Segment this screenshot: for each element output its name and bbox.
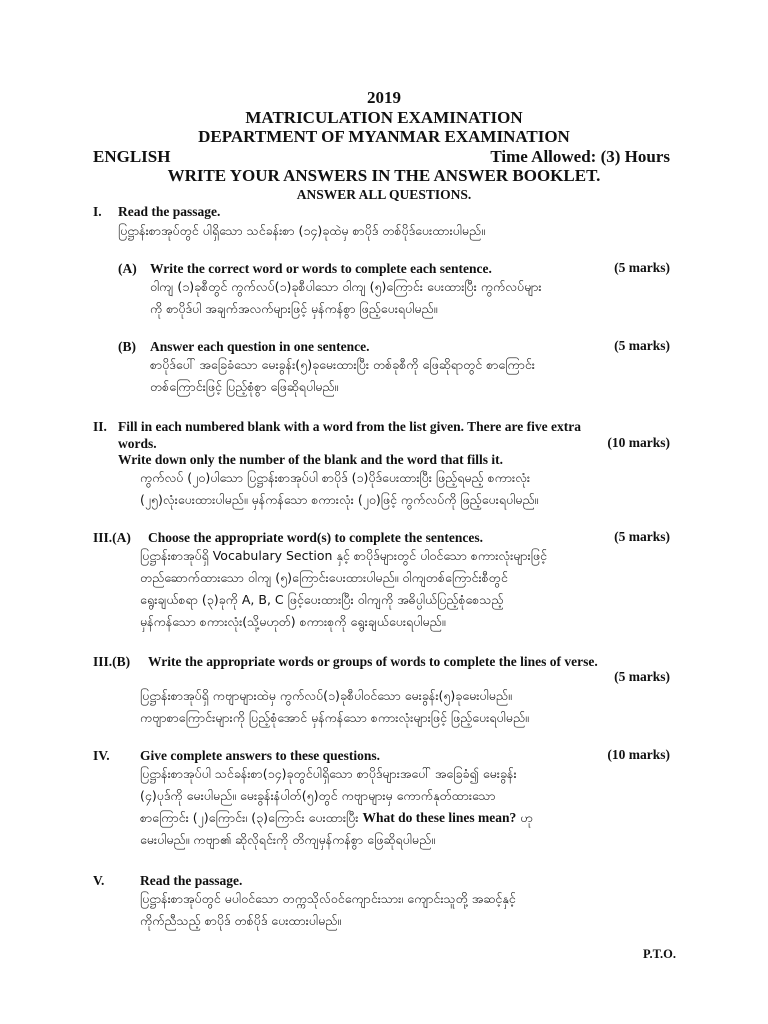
q2-title-line1: Fill in each numbered blank with a word from the list given. There are five extra [118, 419, 581, 434]
q1a-label: (A) [118, 261, 137, 276]
q1b-label: (B) [118, 339, 136, 354]
q4-number: IV. [93, 748, 110, 763]
q3a-myanmar-line2: တည်ဆောက်ထားသော ဝါကျ (၅)ကြောင်းပေးထားပါမည်။ ဝါကျတစ်ကြောင်းစီတွင် [140, 570, 508, 585]
q4-myanmar-line4: မေးပါမည်။ ကဗျာ၏ ဆိုလိုရင်းကို တိကျမှန်ကန်စွာ ဖြေဆိုရပါမည်။ [140, 832, 435, 847]
q3a-number: III.(A) [93, 530, 131, 545]
q3a-myanmar-line3: ရွေးချယ်စရာ (၃)ခုကို A, B, C ဖြင့်ပေးထားပြီး ဝါကျကို အဓိပ္ပါယ်ပြည့်စုံစေသည့် [140, 592, 504, 607]
q4-myanmar-line3 [140, 807, 673, 829]
q5-title: Read the passage. [140, 873, 243, 888]
q5-number: V. [93, 873, 105, 888]
q4-english-question: What do these lines mean? [362, 810, 517, 825]
q4-myanmar-line1: ပြဋ္ဌာန်းစာအုပ်ပါ သင်ခန်းစာ(၁၄)ခုတွင်ပါရှိသော စာပိုဒ်များအပေါ် အခြေခံ၍ မေးခွန်း [140, 766, 517, 781]
q5-myanmar-line2: ကိုက်ညီသည့် စာပိုဒ် တစ်ပိုဒ် ပေးထားပါမည်။ [140, 913, 342, 928]
q1b-myanmar-line1: စာပိုဒ်ပေါ် အခြေခံသော မေးခွန်း(၅)ခုမေးထားပြီး တစ်ခုစီကို ဖြေဆိုရာတွင် စာကြောင်း [150, 357, 535, 372]
q3b-marks: (5 marks) [614, 669, 670, 684]
time-allowed: Time Allowed: (3) Hours [490, 147, 670, 166]
q3b-number: III.(B) [93, 654, 131, 669]
q1a-myanmar-line1: ဝါကျ (၁)ခုစီတွင် ကွက်လပ်(၁)ခုစီပါသော ဝါကျ (၅)ကြောင်း ပေးထားပြီး ကွက်လပ်များ [150, 279, 542, 294]
q1b-myanmar-line2: တစ်ကြောင်းဖြင့် ပြည့်စုံစွာ ဖြေဆိုရပါမည်။ [150, 379, 339, 394]
q4-title: Give complete answers to these questions. [140, 748, 380, 763]
please-turn-over: P.T.O. [643, 947, 676, 961]
q1a-title: Write the correct word or words to complete each sentence. [150, 261, 492, 276]
q3a-myanmar-line1: ပြဋ္ဌာန်းစာအုပ်ရှိ Vocabulary Section နှင့် စာပိုဒ်များတွင် ပါဝင်သော စကားလုံးများဖြင့် [140, 548, 547, 563]
q3a-myanmar-line4: မှန်ကန်သော စကားလုံး(သို့မဟုတ်) စကားစုကို ရွေးချယ်ပေးရပါမည်။ [140, 614, 446, 629]
q3b-myanmar-line2: ကဗျာစာကြောင်းများကို ပြည့်စုံအောင် မှန်ကန်သော စကားလုံးများဖြင့် ဖြည့်ပေးရပါမည်။ [140, 710, 529, 725]
department-title: DEPARTMENT OF MYANMAR EXAMINATION [198, 127, 570, 146]
q2-title-line3: Write down only the number of the blank and the word that fills it. [118, 452, 504, 467]
exam-year: 2019 [367, 88, 401, 107]
subject-label: ENGLISH [93, 147, 171, 166]
q3b-myanmar-line1: ပြဋ္ဌာန်းစာအုပ်ရှိ ကဗျာများထဲမှ ကွက်လပ်(၁)ခုစီပါဝင်သော မေးခွန်း(၅)ခုမေးပါမည်။ [140, 688, 512, 703]
exam-title: MATRICULATION EXAMINATION [245, 108, 523, 127]
q4-line3-suffix: ဟု [520, 810, 533, 825]
q2-number: II. [93, 419, 107, 434]
q2-myanmar-line1: ကွက်လပ် (၂၀)ပါသော ပြဋ္ဌာန်းစာအုပ်ပါ စာပိုဒ် (၁)ပိုဒ်ပေးထားပြီး ဖြည့်ရမည့် စကားလုံး [140, 470, 531, 485]
q4-myanmar-line2: (၄)ပုဒ်ကို မေးပါမည်။ မေးခွန်းနံပါတ်(၅)တွင် ကဗျာများမှ ကောက်နုတ်ထားသော [140, 788, 496, 803]
q2-myanmar-line2: (၂၅)လုံးပေးထားပါမည်။ မှန်ကန်သော စကားလုံး (၂၀)ဖြင့် ကွက်လပ်ကို ဖြည့်ပေးရပါမည်။ [140, 492, 539, 507]
q5-myanmar-line1: ပြဋ္ဌာန်းစာအုပ်တွင် မပါဝင်သော တက္ကသိုလ်ဝင်ကျောင်းသား၊ ကျောင်းသူတို့ အဆင့်နှင့် [140, 891, 516, 906]
q4-line3-text: စာကြောင်း (၂)ကြောင်း၊ (၃)ကြောင်း ပေးထားပြီး [140, 810, 359, 825]
q3a-marks: (5 marks) [614, 529, 670, 544]
q2-title-line2: words. [118, 436, 157, 451]
answer-booklet-instruction: WRITE YOUR ANSWERS IN THE ANSWER BOOKLET. [167, 166, 601, 185]
q1b-marks: (5 marks) [614, 338, 670, 353]
q1-myanmar-text: ပြဋ္ဌာန်းစာအုပ်တွင် ပါရှိသော သင်ခန်းစာ (၁၄)ခုထဲမှ စာပိုဒ် တစ်ပိုဒ်ပေးထားပါမည်။ [118, 223, 485, 238]
q3b-title: Write the appropriate words or groups of words to complete the lines of verse. [148, 654, 598, 669]
q1b-title: Answer each question in one sentence. [150, 339, 370, 354]
q4-marks: (10 marks) [607, 747, 670, 762]
q1a-myanmar-line2: ကို စာပိုဒ်ပါ အချက်အလက်များဖြင့် မှန်ကန်စွာ ဖြည့်ပေးရပါမည်။ [150, 301, 438, 316]
q1-number: I. [93, 204, 102, 219]
answer-all-instruction: ANSWER ALL QUESTIONS. [296, 187, 472, 202]
q3a-title: Choose the appropriate word(s) to complete the sentences. [148, 530, 483, 545]
q1-title: Read the passage. [118, 204, 221, 219]
q1a-marks: (5 marks) [614, 260, 670, 275]
q2-marks: (10 marks) [607, 435, 670, 450]
